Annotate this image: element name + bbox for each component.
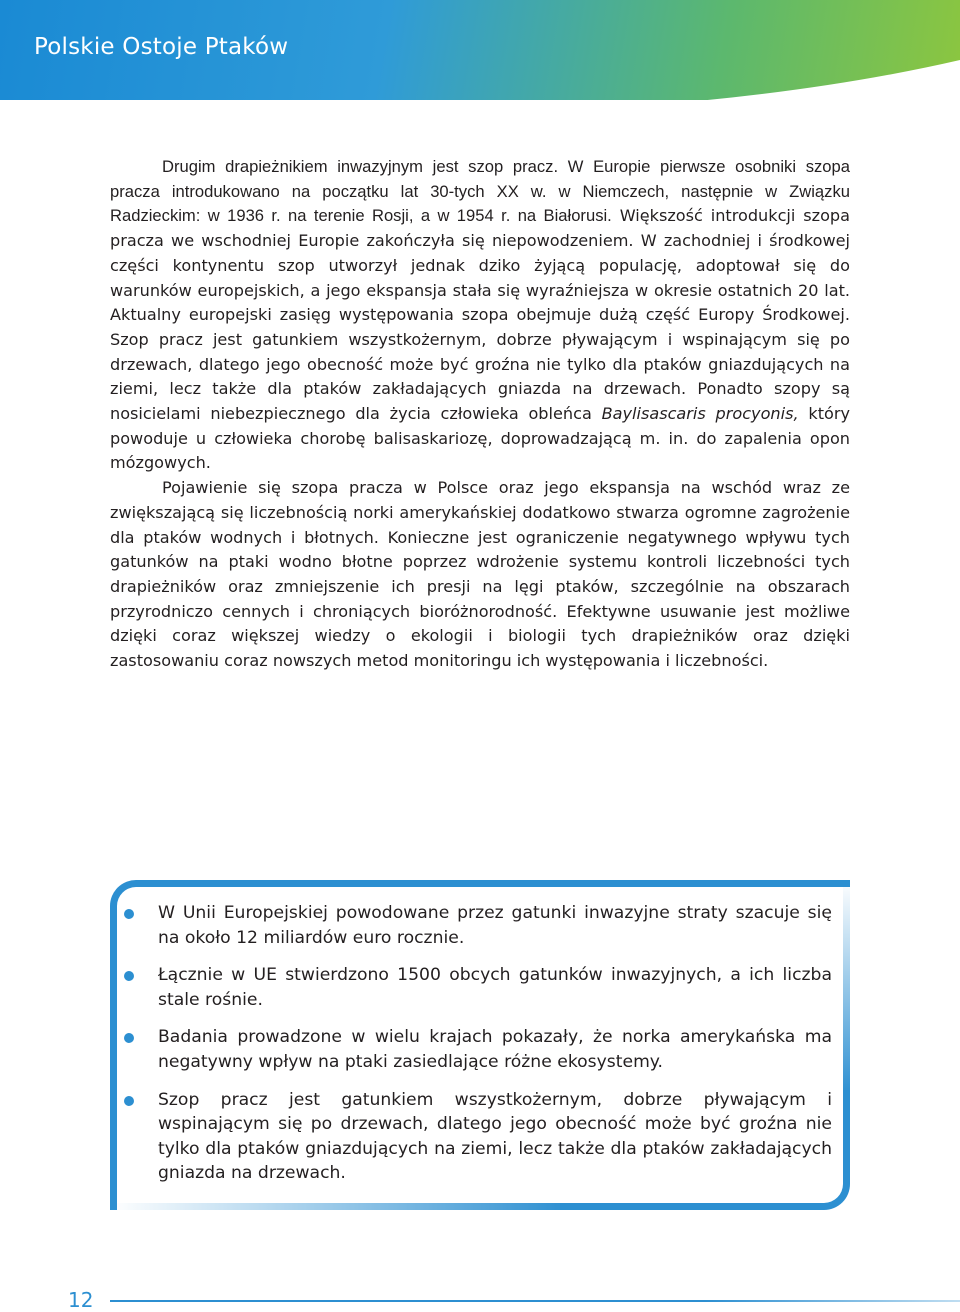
bullet-dot-icon: [124, 971, 134, 981]
species-name: Baylisascaris procyonis,: [601, 404, 799, 424]
page-number: 12: [68, 1288, 94, 1312]
paragraph-1-part-c: który powoduje u człowieka chorobę balisaskariozę, doprowadzającą m. in. do zapalenia opon mózgowych.: [110, 404, 850, 473]
bullet-item: W Unii Europejskiej powodowane przez gatunki inwazyjne straty szacuje się na około 12 miliardów euro rocznie.: [120, 901, 832, 950]
header-wave: [0, 60, 960, 140]
info-box-frame-right-edge: [843, 880, 850, 1095]
info-box-bullet-list: [120, 901, 832, 1199]
bullet-item: Szop pracz jest gatunkiem wszystkożernym, dobrze pływającym i wspinającym się po drzewach, dlatego jego obecność może być groźna nie tylko dla ptaków gniazdujących na ziemi, lecz także dla ptaków zakładających gniazda na drzewach.: [120, 1088, 832, 1186]
paragraph-1-part-b: Większość introdukcji szopa pracza we wschodniej Europie zakończyła się niepowodzeniem. W zachodniej i środkowej części kontynentu szop utworzył jednak dziko żyjącą populację, adoptował się do warunków europejskich, a jego ekspansja stała się wyraźniejsza w okresie ostatnich 20 lat. Aktualny europejski zasięg występowania szopa obejmuje dużą część Europy Środkowej. Szop pracz jest gatunkiem wszystkożernym, dobrze pływającym i wspinającym się po drzewach, dlatego jego obecność może być groźna nie tylko dla ptaków gniazdujących na ziemi, lecz także dla ptaków zakładających gniazda na drzewach. Ponadto szopy są nosicielami niebezpiecznego dla życia człowieka obleńca: [110, 206, 850, 424]
bullet-item: Badania prowadzone w wielu krajach pokazały, że norka amerykańska ma negatywny wpływ na ptaki zasiedlające różne ekosystemy.: [120, 1025, 832, 1074]
page-header-title: Polskie Ostoje Ptaków: [34, 34, 289, 60]
paragraph-1: [110, 155, 850, 476]
paragraph-2: Pojawienie się szopa pracza w Polsce oraz jego ekspansja na wschód wraz ze zwiększającą się liczebnością norki amerykańskiej dodatkowo stwarza ogromne zagrożenie dla ptaków wodnych i błotnych. Konieczne jest ograniczenie negatywnego wpływu tych gatunków na ptaki wodno błotne poprzez wdrożenie systemu kontroli liczebności tych drapieżników oraz zmniejszenie ich presji na lęgi ptaków, szczególnie na obszarach przyrodniczo cennych i chroniących bioróżnorodność. Efektywne usuwanie jest możliwe dzięki coraz większej wiedzy o ekologii i biologii tych drapieżników oraz dzięki zastosowaniu coraz nowszych metod monitoringu ich występowania i liczebności.: [110, 478, 850, 671]
footer-rule: [110, 1300, 960, 1302]
paragraph-1-part-a: Drugim drapieżnikiem inwazyjnym jest szop pracz. W Europie pierwsze osobniki szopa pracza introdukowano na początku lat 30-tych XX w. w Niemczech, następnie w Związku Radzieckim: w 1936 r. na terenie Rosji, a w 1954 r. na Białorusi.: [110, 157, 850, 226]
bullet-dot-icon: [124, 909, 134, 919]
bullet-dot-icon: [124, 1096, 134, 1106]
bullet-item: Łącznie w UE stwierdzono 1500 obcych gatunków inwazyjnych, a ich liczba stale rośnie.: [120, 963, 832, 1012]
info-box-frame-bottom-edge: [110, 1203, 570, 1210]
main-body-text: [110, 155, 850, 674]
bullet-dot-icon: [124, 1033, 134, 1043]
